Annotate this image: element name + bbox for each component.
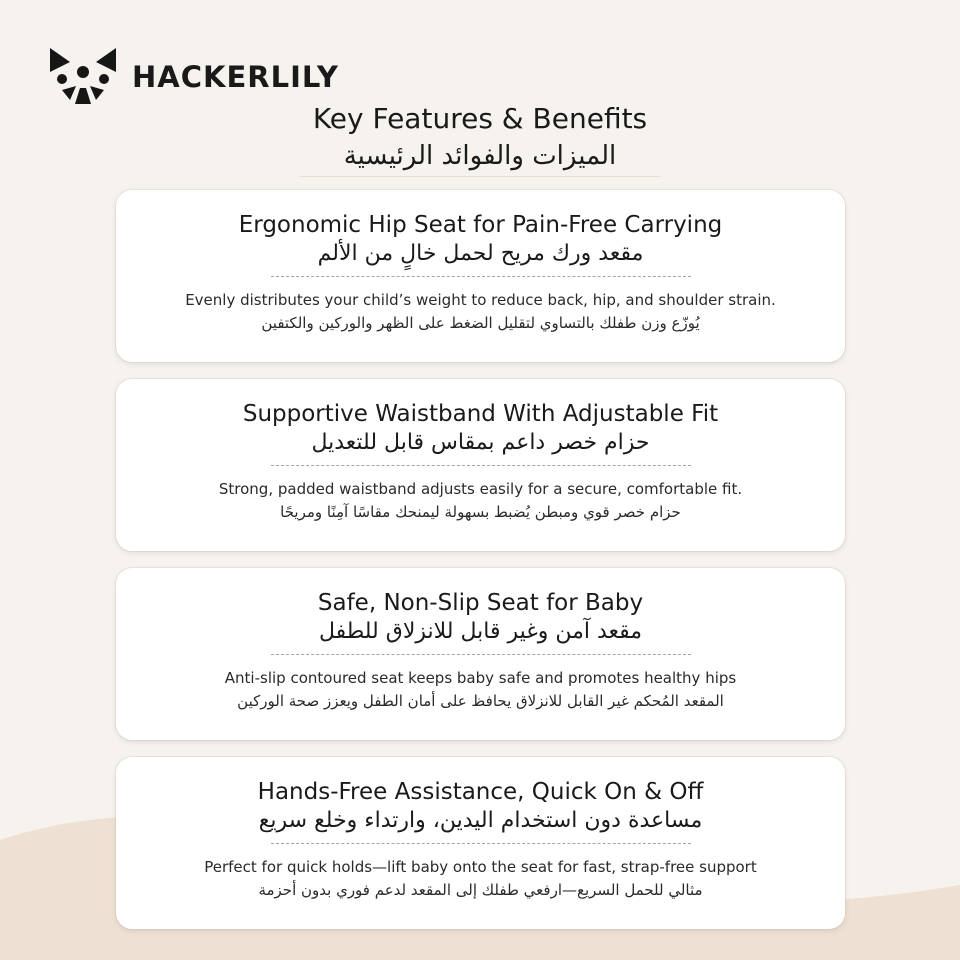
dashed-divider — [271, 843, 691, 844]
feature-description-arabic: مثالي للحمل السريع—ارفعي طفلك إلى المقعد لدعم فوري بدون أحزمة — [258, 881, 703, 899]
feature-description: Anti-slip contoured seat keeps baby safe and promotes healthy hips — [224, 669, 737, 687]
feature-title-arabic: مقعد ورك مريح لحمل خالٍ من الألم — [317, 241, 644, 266]
feature-title: Ergonomic Hip Seat for Pain-Free Carrying — [238, 212, 723, 238]
feature-title-arabic: مقعد آمن وغير قابل للانزلاق للطفل — [318, 619, 643, 644]
feature-card — [116, 190, 845, 362]
feature-description-arabic: المقعد المُحكم غير القابل للانزلاق يحافظ على أمان الطفل ويعزز صحة الوركين — [237, 692, 724, 710]
feature-card — [116, 757, 845, 929]
feature-description: Evenly distributes your child’s weight to reduce back, hip, and shoulder strain. — [185, 291, 776, 309]
feature-title-arabic: حزام خصر داعم بمقاس قابل للتعديل — [311, 430, 650, 455]
feature-card — [116, 568, 845, 740]
page-heading — [0, 100, 960, 174]
feature-title: Safe, Non-Slip Seat for Baby — [317, 590, 644, 616]
page-title: Key Features & Benefits — [312, 102, 648, 135]
cat-face-icon — [48, 46, 118, 108]
feature-title: Supportive Waistband With Adjustable Fit — [242, 401, 719, 427]
dashed-divider — [271, 654, 691, 655]
brand-name: HACKERLILY — [132, 60, 339, 94]
feature-description-arabic: حزام خصر قوي ومبطن يُضبط بسهولة ليمنحك مقاسًا آمِنًا ومريحًا — [280, 503, 681, 521]
dashed-divider — [271, 465, 691, 466]
brand-logo — [48, 46, 339, 108]
feature-description-arabic: يُوزّع وزن طفلك بالتساوي لتقليل الضغط على الظهر والوركين والكتفين — [261, 314, 700, 332]
feature-title: Hands-Free Assistance, Quick On & Off — [257, 779, 704, 805]
feature-title-arabic: مساعدة دون استخدام اليدين، وارتداء وخلع سريع — [258, 808, 703, 833]
feature-description: Perfect for quick holds—lift baby onto the seat for fast, strap-free support — [204, 858, 757, 876]
feature-description: Strong, padded waistband adjusts easily for a secure, comfortable fit. — [218, 480, 743, 498]
heading-divider — [300, 176, 660, 177]
feature-card — [116, 379, 845, 551]
dashed-divider — [271, 276, 691, 277]
page-title-arabic: الميزات والفوائد الرئيسية — [343, 141, 617, 171]
